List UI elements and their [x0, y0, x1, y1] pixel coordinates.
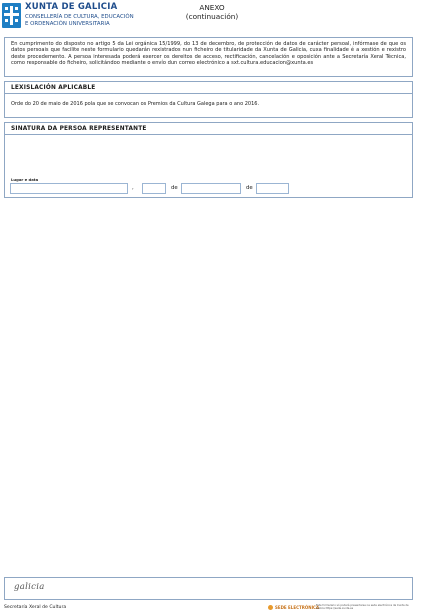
footer-brand-box [4, 577, 413, 600]
legislation-section [4, 81, 413, 118]
place-date-label: Lugar e data [11, 177, 39, 182]
signature-title: SINATURA DA PERSOA REPRESENTANTE [11, 126, 147, 132]
form-header [0, 0, 439, 34]
sede-electronica-note: Este formulario só poderá presentarse na sede electrónica da Xunta de Galicia https://sede.xunta.es [316, 604, 409, 611]
org-subtitle [25, 14, 134, 27]
section-divider [5, 134, 412, 135]
section-divider [5, 93, 412, 94]
place-input[interactable] [10, 183, 128, 194]
annex-subtitle: (continuación) [185, 12, 239, 21]
comma-separator: , [132, 185, 134, 191]
department-name: Secretaría Xeral de Cultura [4, 605, 67, 610]
day-input[interactable] [142, 183, 166, 194]
legislation-text: Orde do 20 de maio de 2016 pola que se convocan os Premios da Cultura Galega para o ano 2016. [11, 101, 260, 107]
year-input[interactable] [256, 183, 289, 194]
org-subtitle-line2: E ORDENACIÓN UNIVERSITARIA [25, 20, 110, 27]
annex-heading [175, 3, 249, 21]
signature-section [4, 122, 413, 198]
de-separator-1: de [171, 185, 178, 191]
xunta-logo-icon [2, 3, 21, 28]
sede-electronica-icon [268, 605, 273, 610]
legislation-title: LEXISLACIÓN APLICABLE [11, 85, 96, 91]
org-subtitle-line1: CONSELLERÍA DE CULTURA, EDUCACIÓN [25, 14, 134, 20]
privacy-notice-text: En cumprimento do disposto no artigo 5 da Lei orgánica 15/1999, do 13 de decembro, de protección de datos de carácter persoal, infórmase de que os datos persoais que facilite neste formulario quedarán rexistrados nun ficheiro de titularidade da Xunta de Galicia, cuxa finalidade é a xestión e rexistro deste procedemento. A persoa interesada poderá exercer os dereitos de acceso, rectificación, cancelación e oposición ante a Secretaría Xeral Técnica, como responsable do ficheiro, solicitándoo mediante o envío dun correo electrónico a sxt.cultura.educacion@xunta.es [11, 41, 406, 67]
galicia-brand-logo: galicia [14, 582, 45, 592]
sede-electronica-label: SEDE ELECTRÓNICA [275, 605, 320, 610]
de-separator-2: de [246, 185, 253, 191]
org-name: XUNTA DE GALICIA [25, 2, 118, 12]
annex-title: ANEXO [199, 3, 225, 12]
privacy-notice-box [4, 37, 413, 77]
month-input[interactable] [181, 183, 241, 194]
